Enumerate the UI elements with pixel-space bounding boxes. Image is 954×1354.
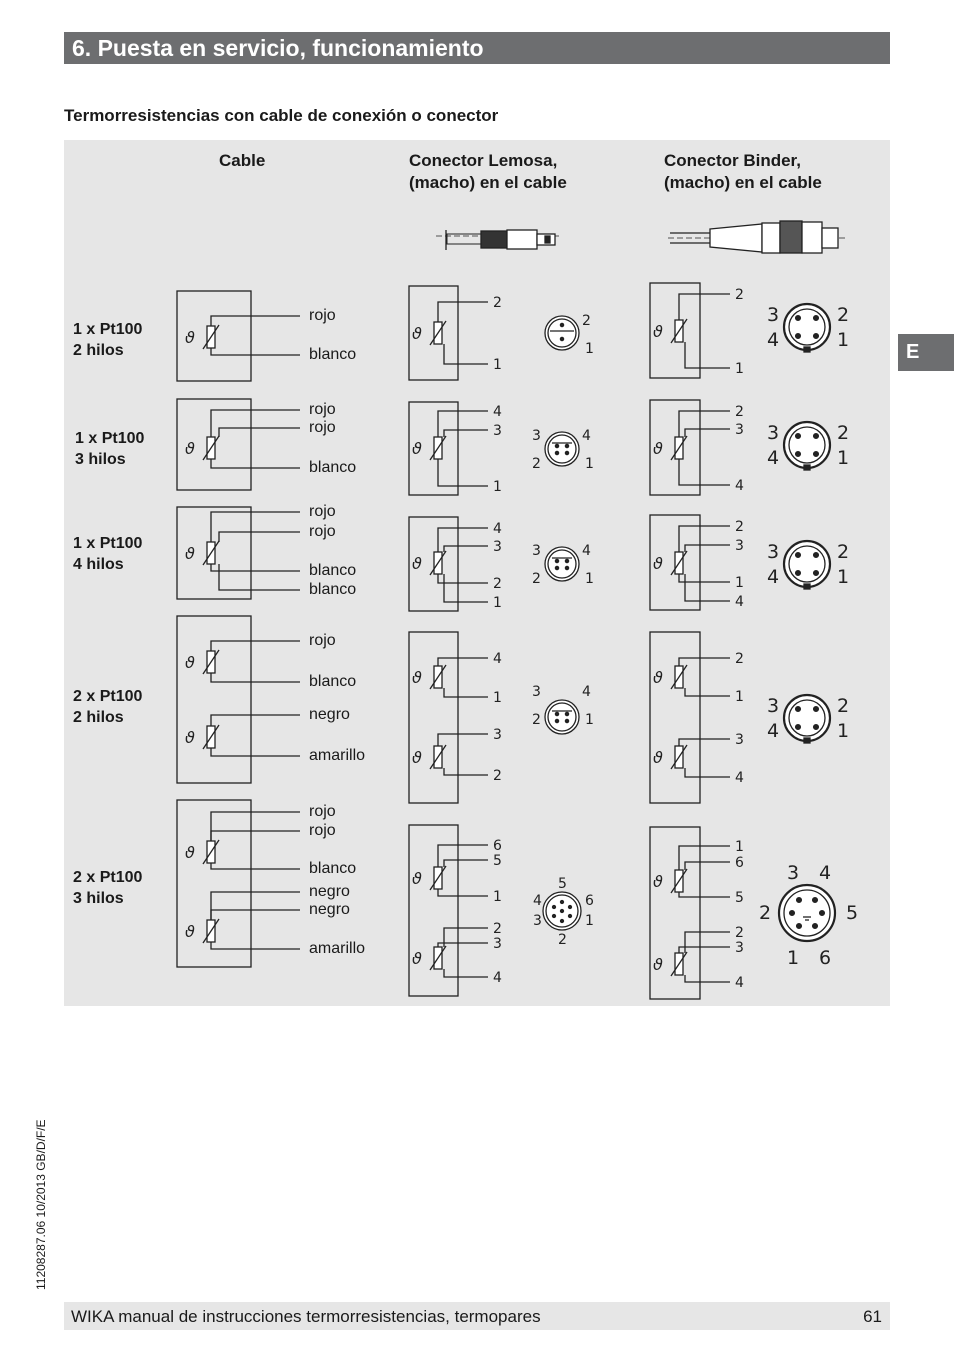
row-label-2-line2: 3 hilos <box>75 451 126 468</box>
wire <box>685 975 730 982</box>
pin-number: 4 <box>735 975 744 991</box>
lemosa-connector-illustration <box>436 230 560 250</box>
wire-label: negro <box>309 883 350 900</box>
connector-pin-label: 2 <box>558 932 567 948</box>
pin-number: 4 <box>735 594 744 610</box>
resistor-symbol <box>412 866 446 890</box>
wire <box>438 528 488 552</box>
wire <box>211 812 300 841</box>
pin-number: 2 <box>735 519 744 535</box>
pin-number: 5 <box>493 853 502 869</box>
binder-schematic <box>650 632 744 803</box>
row-label-2-line1: 1 x Pt100 <box>75 430 145 447</box>
cable-schematic <box>177 800 300 967</box>
pin-number: 3 <box>493 423 502 439</box>
pin-number: 3 <box>493 936 502 952</box>
svg-text:ϑ: ϑ <box>185 843 195 862</box>
binder-connector-icon <box>759 862 858 969</box>
connector-pin-label: 1 <box>837 329 850 351</box>
connector-pin-label: 1 <box>585 913 594 929</box>
connector-pin-label: 4 <box>767 329 780 351</box>
wire <box>685 862 730 870</box>
connector-pin-label: 1 <box>585 712 594 728</box>
pin-number: 4 <box>493 404 502 420</box>
pin-number: 4 <box>493 970 502 986</box>
resistor-symbol <box>653 665 687 689</box>
pin-number: 5 <box>735 890 744 906</box>
connector-pin-label: 2 <box>837 695 850 717</box>
resistor-symbol <box>412 665 446 689</box>
pin-number: 6 <box>735 855 744 871</box>
connector-pin-label: 3 <box>532 428 541 444</box>
svg-text:ϑ: ϑ <box>412 324 422 343</box>
pin-number: 4 <box>493 651 502 667</box>
lemosa-schematic <box>409 517 502 611</box>
pin-number: 3 <box>735 538 744 554</box>
resistor-symbol <box>412 321 446 345</box>
connector-pin-label: 6 <box>585 893 594 909</box>
connector-pin-label: 3 <box>767 541 780 563</box>
connector-pin-label: 1 <box>585 456 594 472</box>
svg-text:ϑ: ϑ <box>185 653 195 672</box>
lemosa-connector-icon <box>532 684 594 734</box>
lemosa-schematic <box>409 402 502 495</box>
connector-pin-label: 4 <box>767 447 780 469</box>
wire <box>685 932 730 953</box>
wire-label: rojo <box>309 503 336 520</box>
resistor-symbol <box>412 436 446 460</box>
pin-number: 1 <box>493 690 502 706</box>
wire <box>211 892 300 920</box>
row-label-4-line2: 2 hilos <box>73 709 124 726</box>
row-label-4-line1: 2 x Pt100 <box>73 688 143 705</box>
wire <box>211 348 300 355</box>
svg-text:ϑ: ϑ <box>653 668 663 687</box>
column-header-cable: Cable <box>219 151 266 170</box>
connector-pin-label: 1 <box>787 947 800 969</box>
pin-number: 6 <box>493 838 502 854</box>
binder-schematic <box>650 515 744 610</box>
binder-connector-icon <box>767 422 849 470</box>
connector-pin-label: 2 <box>837 541 850 563</box>
wire <box>679 459 730 485</box>
pin-number: 1 <box>735 575 744 591</box>
wire <box>685 342 730 368</box>
row-label-5-line2: 3 hilos <box>73 890 124 907</box>
pin-number: 1 <box>493 889 502 905</box>
wire <box>444 928 488 947</box>
svg-text:ϑ: ϑ <box>185 922 195 941</box>
connector-pin-label: 2 <box>532 456 541 472</box>
resistor-symbol <box>653 551 687 575</box>
resistor-symbol <box>412 946 446 970</box>
wire <box>679 411 730 437</box>
wire <box>211 564 300 571</box>
svg-text:ϑ: ϑ <box>653 439 663 458</box>
resistor-symbol <box>412 745 446 769</box>
wire-label: rojo <box>309 803 336 820</box>
wire-label: rojo <box>309 401 336 418</box>
wire <box>685 429 730 437</box>
binder-connector-icon <box>767 695 849 743</box>
resistor-symbol <box>185 919 219 943</box>
connector-pin-label: 4 <box>533 893 542 909</box>
resistor-symbol <box>653 436 687 460</box>
svg-text:ϑ: ϑ <box>653 748 663 767</box>
wire <box>211 641 300 651</box>
connector-pin-label: 4 <box>582 684 591 700</box>
connector-pin-label: 3 <box>767 422 780 444</box>
lemosa-connector-icon <box>532 543 594 587</box>
connector-pin-label: 2 <box>759 902 772 924</box>
connector-pin-label: 2 <box>582 313 591 329</box>
pin-number: 3 <box>735 940 744 956</box>
pin-number: 1 <box>735 839 744 855</box>
svg-text:ϑ: ϑ <box>185 328 195 347</box>
wire-label: rojo <box>309 822 336 839</box>
svg-text:ϑ: ϑ <box>412 439 422 458</box>
resistor-symbol <box>185 650 219 674</box>
connector-pin-label: 1 <box>585 571 594 587</box>
resistor-symbol <box>185 436 219 460</box>
wire <box>211 831 300 841</box>
wire <box>679 892 730 897</box>
wire <box>679 846 730 870</box>
wire <box>438 734 488 746</box>
pin-number: 1 <box>493 479 502 495</box>
binder-connector-icon <box>767 304 849 352</box>
wire <box>211 748 300 756</box>
svg-text:ϑ: ϑ <box>653 955 663 974</box>
connector-pin-label: 1 <box>837 447 850 469</box>
wire-label: blanco <box>309 860 357 877</box>
pin-number: 2 <box>493 576 502 592</box>
pin-number: 1 <box>735 689 744 705</box>
wire <box>679 574 730 582</box>
svg-text:ϑ: ϑ <box>653 322 663 341</box>
resistor-symbol <box>653 952 687 976</box>
svg-text:ϑ: ϑ <box>412 748 422 767</box>
pin-number: 2 <box>735 287 744 303</box>
wire-label: rojo <box>309 523 336 540</box>
connector-pin-label: 3 <box>767 695 780 717</box>
binder-schematic <box>650 827 744 999</box>
svg-text:ϑ: ϑ <box>185 728 195 747</box>
svg-text:ϑ: ϑ <box>653 872 663 891</box>
pin-number: 1 <box>493 357 502 373</box>
connector-pin-label: 2 <box>532 712 541 728</box>
wire <box>211 316 300 326</box>
pin-number: 3 <box>493 727 502 743</box>
wire <box>438 574 488 583</box>
footer-text: WIKA manual de instrucciones termorresistencias, termopares <box>71 1307 541 1326</box>
footer <box>64 1302 890 1330</box>
wire <box>438 889 488 896</box>
wire <box>444 768 488 775</box>
row-label-5-line1: 2 x Pt100 <box>73 869 143 886</box>
wire <box>211 942 300 949</box>
wire <box>438 411 488 437</box>
svg-text:ϑ: ϑ <box>412 668 422 687</box>
wire <box>685 768 730 777</box>
cable-schematic <box>177 616 300 783</box>
connector-pin-label: 6 <box>819 947 832 969</box>
wire <box>211 410 300 437</box>
binder-schematic <box>650 283 744 378</box>
wire <box>219 564 300 590</box>
lemosa-schematic <box>409 286 502 380</box>
wire-label: negro <box>309 901 350 918</box>
wire-label: amarillo <box>309 747 366 764</box>
wire-label: blanco <box>309 346 357 363</box>
wire <box>444 344 488 364</box>
wire <box>211 863 300 869</box>
wire <box>219 532 300 542</box>
pin-number: 2 <box>493 295 502 311</box>
svg-text:ϑ: ϑ <box>412 554 422 573</box>
cable-schematic <box>177 399 300 490</box>
pin-number: 2 <box>493 921 502 937</box>
wire-label: rojo <box>309 632 336 649</box>
lemosa-schematic <box>409 632 502 803</box>
wire <box>685 574 730 601</box>
pin-number: 3 <box>735 732 744 748</box>
wire <box>211 459 300 468</box>
connector-pin-label: 5 <box>846 902 859 924</box>
wire <box>679 526 730 552</box>
connector-pin-label: 4 <box>819 862 832 884</box>
wire <box>444 546 488 552</box>
wire <box>211 673 300 682</box>
connector-pin-label: 2 <box>532 571 541 587</box>
wire-label: blanco <box>309 581 357 598</box>
binder-connector-illustration <box>668 221 845 253</box>
connector-pin-label: 1 <box>837 566 850 588</box>
svg-text:ϑ: ϑ <box>412 869 422 888</box>
resistor-symbol <box>653 745 687 769</box>
pin-number: 4 <box>735 478 744 494</box>
wire <box>211 715 300 726</box>
document-code: 11208287.06 10/2013 GB/D/F/E <box>34 1119 48 1290</box>
wire-label: blanco <box>309 459 357 476</box>
wire <box>444 688 488 697</box>
language-tab: E <box>898 334 954 371</box>
subtitle: Termorresistencias con cable de conexión o conector <box>64 106 499 125</box>
resistor-symbol <box>653 869 687 893</box>
row-label-1-line2: 2 hilos <box>73 342 124 359</box>
lemosa-connector-icon <box>533 876 594 948</box>
row-label-1-line1: 1 x Pt100 <box>73 321 143 338</box>
svg-text:ϑ: ϑ <box>185 439 195 458</box>
resistor-symbol <box>185 840 219 864</box>
pin-number: 3 <box>735 422 744 438</box>
wire-label: rojo <box>309 307 336 324</box>
wire <box>685 688 730 696</box>
pin-number: 4 <box>493 521 502 537</box>
wire <box>444 860 488 867</box>
wire <box>219 428 300 437</box>
wire <box>444 574 488 602</box>
connector-pin-label: 4 <box>767 720 780 742</box>
column-header-lemosa-line2: (macho) en el cable <box>409 173 567 192</box>
pin-number: 2 <box>735 651 744 667</box>
wire <box>211 512 300 542</box>
svg-text:ϑ: ϑ <box>653 554 663 573</box>
pin-number: 2 <box>493 768 502 784</box>
pin-number: 2 <box>735 925 744 941</box>
connector-pin-label: 2 <box>837 422 850 444</box>
svg-text:ϑ: ϑ <box>185 544 195 563</box>
resistor-symbol <box>653 319 687 343</box>
lemosa-connector-icon <box>545 313 594 357</box>
lemosa-schematic <box>409 825 502 996</box>
cable-schematic <box>177 291 300 381</box>
pin-number: 3 <box>493 539 502 555</box>
connector-pin-label: 3 <box>787 862 800 884</box>
section-title: 6. Puesta en servicio, funcionamiento <box>64 32 890 64</box>
binder-connector-icon <box>767 541 849 589</box>
svg-text:ϑ: ϑ <box>412 949 422 968</box>
wire <box>679 294 730 320</box>
wire-label: negro <box>309 706 350 723</box>
pin-number: 2 <box>735 404 744 420</box>
column-header-binder-line2: (macho) en el cable <box>664 173 822 192</box>
wire <box>211 910 300 920</box>
column-header-lemosa-line1: Conector Lemosa, <box>409 151 558 170</box>
resistor-symbol <box>185 541 219 565</box>
cable-schematic <box>177 507 300 599</box>
wire <box>444 430 488 437</box>
connector-pin-label: 3 <box>532 543 541 559</box>
wire <box>444 969 488 977</box>
resistor-symbol <box>185 325 219 349</box>
connector-pin-label: 4 <box>582 543 591 559</box>
connector-pin-label: 5 <box>558 876 567 892</box>
row-label-3-line2: 4 hilos <box>73 556 124 573</box>
pin-number: 1 <box>735 361 744 377</box>
resistor-symbol <box>412 551 446 575</box>
page-number: 61 <box>863 1307 882 1326</box>
connector-pin-label: 1 <box>585 341 594 357</box>
wire <box>438 845 488 867</box>
connector-pin-label: 3 <box>533 913 542 929</box>
lemosa-connector-icon <box>532 428 594 472</box>
connector-pin-label: 4 <box>767 566 780 588</box>
wire-label: amarillo <box>309 940 366 957</box>
connector-pin-label: 3 <box>767 304 780 326</box>
wire <box>438 459 488 486</box>
connector-pin-label: 4 <box>582 428 591 444</box>
resistor-symbol <box>185 725 219 749</box>
connector-pin-label: 2 <box>837 304 850 326</box>
column-header-binder-line1: Conector Binder, <box>664 151 801 170</box>
row-label-3-line1: 1 x Pt100 <box>73 535 143 552</box>
wire-label: blanco <box>309 562 357 579</box>
wire <box>685 545 730 552</box>
connector-pin-label: 1 <box>837 720 850 742</box>
pin-number: 4 <box>735 770 744 786</box>
wire-label: blanco <box>309 673 357 690</box>
wire-label: rojo <box>309 419 336 436</box>
wire <box>438 302 488 322</box>
connector-pin-label: 3 <box>532 684 541 700</box>
binder-schematic <box>650 400 744 495</box>
pin-number: 1 <box>493 595 502 611</box>
